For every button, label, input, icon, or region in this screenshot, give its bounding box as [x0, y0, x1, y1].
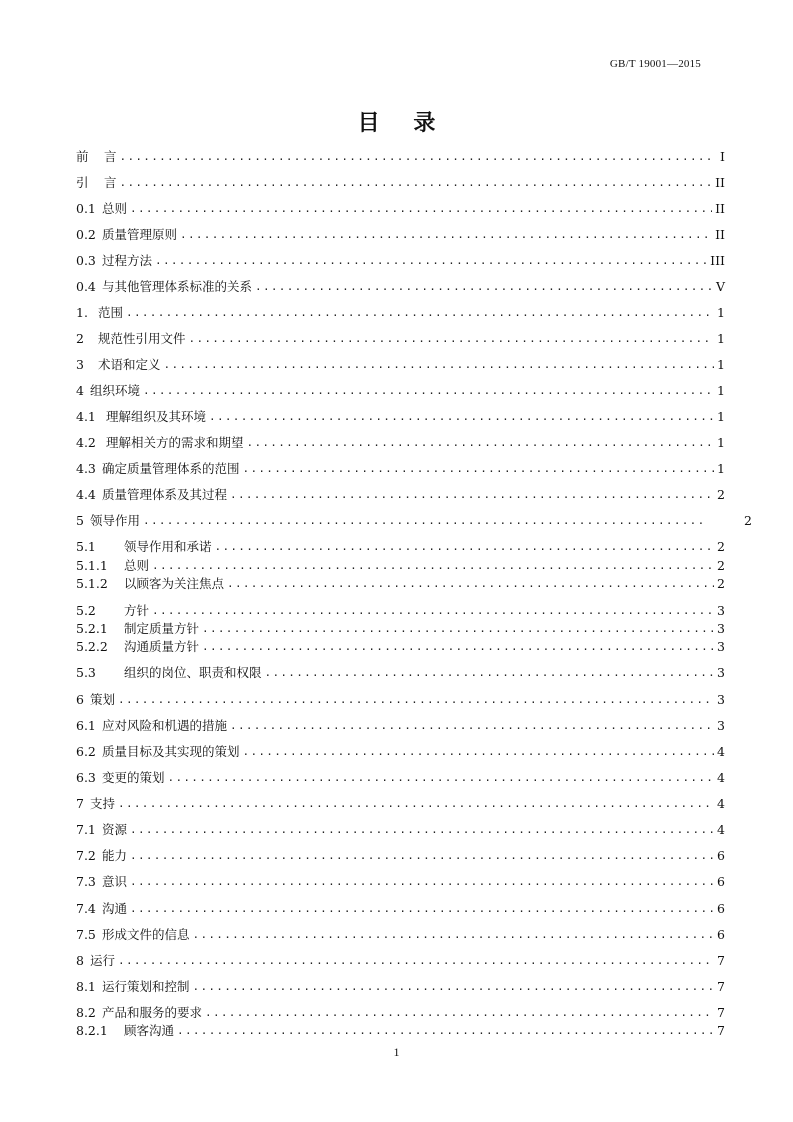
- toc-entry-number: 4: [76, 383, 84, 398]
- toc-entry-number: 6.2: [76, 744, 96, 759]
- toc-entry[interactable]: [76, 513, 752, 529]
- toc-entry-number: 7.1: [76, 822, 96, 837]
- toc-entry-page: 3: [717, 718, 725, 733]
- leader-dots: [130, 901, 714, 917]
- toc-entry-number: 1.: [76, 305, 88, 320]
- toc-entry-label: 应对风险和机遇的措施: [102, 718, 228, 733]
- toc-entry-number: 4.2: [76, 435, 96, 450]
- toc-entry[interactable]: [76, 979, 725, 995]
- toc-entry-page: 7: [717, 1023, 725, 1038]
- toc-entry-page: 1: [717, 435, 725, 450]
- toc-entry-number: 5.1: [76, 539, 96, 554]
- toc-entry[interactable]: [76, 253, 725, 269]
- toc-entry[interactable]: [76, 487, 725, 503]
- toc-entry-page: 1: [717, 357, 725, 372]
- toc-entry[interactable]: [76, 603, 725, 619]
- toc-entry-label: 领导作用: [90, 513, 141, 528]
- toc-entry-page: 2: [717, 558, 725, 573]
- toc-entry-number: 2: [76, 331, 84, 346]
- toc-entry-label: 策划: [90, 692, 116, 707]
- toc-entry-label: 过程方法: [102, 253, 153, 268]
- toc-entry-label: 范围: [98, 305, 124, 320]
- toc-entry[interactable]: [76, 770, 725, 786]
- leader-dots: [130, 874, 714, 890]
- leader-dots: [180, 227, 712, 243]
- leader-dots: [164, 357, 714, 373]
- toc-entry-label: 术语和定义: [98, 357, 161, 372]
- toc-entry[interactable]: [76, 692, 725, 708]
- toc-entry[interactable]: [76, 901, 725, 917]
- toc-entry-page: 6: [717, 848, 725, 863]
- toc-entry[interactable]: [76, 149, 725, 165]
- leader-dots: [193, 927, 714, 943]
- toc-entry[interactable]: [76, 874, 725, 890]
- leader-dots: [118, 692, 714, 708]
- toc-entry-number: 7.5: [76, 927, 96, 942]
- toc-entry-number: 7.2: [76, 848, 96, 863]
- toc-entry-label: 质量管理原则: [102, 227, 178, 242]
- leader-dots: [215, 539, 714, 555]
- toc-entry-number: 6.3: [76, 770, 96, 785]
- toc-entry-page: II: [715, 227, 725, 242]
- toc-entry-label: 言: [104, 175, 117, 190]
- toc-entry-page: 3: [717, 639, 725, 654]
- toc-entry-label: 领导作用和承诺: [124, 539, 212, 554]
- toc-entry-number: 0.2: [76, 227, 96, 242]
- leader-dots: [120, 149, 714, 165]
- toc-entry[interactable]: [76, 201, 725, 217]
- toc-entry-page: 1: [717, 383, 725, 398]
- leader-dots: [255, 279, 713, 295]
- toc-entry-label: 确定质量管理体系的范围: [102, 461, 240, 476]
- toc-entry-label: 理解组织及其环境: [106, 409, 207, 424]
- toc-entry-label: 组织的岗位、职责和权限: [124, 665, 262, 680]
- toc-entry-number: 5.2.2: [76, 639, 108, 654]
- toc-entry-label: 与其他管理体系标准的关系: [102, 279, 253, 294]
- toc-entry-page: 7: [717, 953, 725, 968]
- toc-entry[interactable]: [76, 227, 725, 243]
- toc-entry-page: 2: [717, 576, 725, 591]
- toc-entry-label: 以顾客为关注焦点: [124, 576, 225, 591]
- toc-entry-page: 6: [717, 901, 725, 916]
- toc-entry[interactable]: [76, 639, 725, 655]
- toc-entry-page: II: [715, 201, 725, 216]
- toc-entry[interactable]: [76, 665, 725, 681]
- toc-entry-label: 支持: [90, 796, 116, 811]
- toc-entry-label: 理解相关方的需求和期望: [106, 435, 244, 450]
- leader-dots: [168, 770, 714, 786]
- leader-dots: [120, 175, 713, 191]
- toc-entry-label: 沟通: [102, 901, 128, 916]
- toc-entry-number: 7.4: [76, 901, 96, 916]
- leader-dots: [126, 305, 714, 321]
- toc-entry-page: 1: [717, 409, 725, 424]
- toc-entry-page: 4: [717, 770, 725, 785]
- leader-dots: [193, 979, 714, 995]
- leader-dots: [155, 253, 707, 269]
- page-number: 1: [393, 1045, 400, 1059]
- toc-entry-page: 1: [717, 305, 725, 320]
- leader-dots: [202, 639, 714, 655]
- leader-dots: [247, 435, 714, 451]
- toc-entry-page: 1: [717, 331, 725, 346]
- leader-dots: [130, 848, 714, 864]
- toc-entry-page: II: [715, 175, 725, 190]
- leader-dots: [205, 1005, 714, 1021]
- leader-dots: [177, 1023, 714, 1039]
- toc-entry-page: 4: [717, 744, 725, 759]
- toc-entry-label: 运行: [90, 953, 116, 968]
- toc-entry-label: 资源: [102, 822, 128, 837]
- leader-dots: [209, 409, 714, 425]
- toc-entry-page: 4: [717, 796, 725, 811]
- toc-entry[interactable]: [76, 1023, 725, 1039]
- toc-entry[interactable]: [76, 953, 725, 969]
- leader-dots: [243, 461, 714, 477]
- toc-entry[interactable]: [76, 576, 725, 592]
- toc-entry-label: 质量目标及其实现的策划: [102, 744, 240, 759]
- toc-entry-page: 2: [717, 487, 725, 502]
- toc-entry-number: 5.3: [76, 665, 96, 680]
- toc-entry[interactable]: [76, 409, 725, 425]
- toc-entry-page: V: [715, 279, 725, 294]
- toc-entry-label: 变更的策划: [102, 770, 165, 785]
- toc-entry[interactable]: [76, 357, 725, 373]
- toc-entry-label: 意识: [102, 874, 128, 889]
- toc-entry-label: 方针: [124, 603, 150, 618]
- leader-dots: [243, 744, 714, 760]
- toc-entry-page: 7: [717, 979, 725, 994]
- toc-entry[interactable]: [76, 1005, 725, 1021]
- toc-entry-label: 制定质量方针: [124, 621, 200, 636]
- toc-entry-number: 4.1: [76, 409, 96, 424]
- toc-entry-page: 3: [717, 603, 725, 618]
- toc-entry-number: 5.2: [76, 603, 96, 618]
- leader-dots: [152, 558, 714, 574]
- toc-entry-number: 0.4: [76, 279, 96, 294]
- toc-entry[interactable]: [76, 279, 725, 295]
- toc-entry-number: 4.3: [76, 461, 96, 476]
- toc-entry-label: 顾客沟通: [124, 1023, 175, 1038]
- leader-dots: [143, 513, 702, 529]
- toc-entry[interactable]: [76, 718, 725, 734]
- toc-entry-page: 6: [717, 874, 725, 889]
- leader-dots: [227, 576, 714, 592]
- toc-entry-number: 前: [76, 149, 89, 164]
- toc-entry[interactable]: [76, 796, 725, 812]
- toc-entry-page: I: [720, 149, 725, 164]
- toc-entry-number: 7.3: [76, 874, 96, 889]
- toc-entry-number: 5.1.2: [76, 576, 108, 591]
- toc-entry-number: 引: [76, 175, 89, 190]
- toc-entry-number: 8: [76, 953, 84, 968]
- toc-entry[interactable]: [76, 744, 725, 760]
- toc-entry[interactable]: [76, 331, 725, 347]
- toc-entry-number: 5: [76, 513, 84, 528]
- toc-entry-page: 1: [717, 461, 725, 476]
- leader-dots: [118, 953, 714, 969]
- toc-entry[interactable]: [76, 305, 725, 321]
- leader-dots: [130, 201, 712, 217]
- leader-dots: [265, 665, 714, 681]
- toc-entry-page: 2: [717, 539, 725, 554]
- toc-entry-number: 8.2.1: [76, 1023, 108, 1038]
- leader-dots: [202, 621, 714, 637]
- leader-dots: [118, 796, 714, 812]
- leader-dots: [152, 603, 714, 619]
- leader-dots: [130, 822, 714, 838]
- toc-entry[interactable]: [76, 822, 725, 838]
- toc-entry-label: 质量管理体系及其过程: [102, 487, 228, 502]
- toc-entry-page: 6: [717, 927, 725, 942]
- toc-entry-page: 2: [744, 513, 752, 528]
- toc-entry-label: 运行策划和控制: [102, 979, 190, 994]
- toc-entry[interactable]: [76, 927, 725, 943]
- leader-dots: [189, 331, 714, 347]
- toc-entry-label: 总则: [102, 201, 128, 216]
- toc-entry[interactable]: [76, 383, 725, 399]
- leader-dots: [143, 383, 714, 399]
- toc-entry-page: 7: [717, 1005, 725, 1020]
- leader-dots: [230, 487, 714, 503]
- toc-entry[interactable]: [76, 435, 725, 451]
- toc-entry-page: 3: [717, 621, 725, 636]
- toc-entry-number: 4.4: [76, 487, 96, 502]
- toc-entry-label: 能力: [102, 848, 128, 863]
- toc-entry-label: 规范性引用文件: [98, 331, 186, 346]
- toc-entry-number: 3: [76, 357, 84, 372]
- toc-entry[interactable]: [76, 175, 725, 191]
- toc-entry-label: 形成文件的信息: [102, 927, 190, 942]
- toc-entry-number: 8.1: [76, 979, 96, 994]
- toc-entry-label: 言: [104, 149, 117, 164]
- toc-title: 目 录: [357, 110, 436, 136]
- toc-entry[interactable]: [76, 461, 725, 477]
- toc-entry-number: 5.1.1: [76, 558, 108, 573]
- toc-entry-number: 5.2.1: [76, 621, 108, 636]
- toc-entry-page: 3: [717, 692, 725, 707]
- toc-entry-label: 产品和服务的要求: [102, 1005, 203, 1020]
- toc-entry-label: 总则: [124, 558, 150, 573]
- toc-entry-number: 0.1: [76, 201, 96, 216]
- toc-entry-label: 沟通质量方针: [124, 639, 200, 654]
- toc-entry[interactable]: [76, 621, 725, 637]
- toc-entry-number: 6: [76, 692, 84, 707]
- toc-entry-page: 3: [717, 665, 725, 680]
- toc-entry-number: 6.1: [76, 718, 96, 733]
- toc-entry[interactable]: [76, 558, 725, 574]
- toc-entry-label: 组织环境: [90, 383, 141, 398]
- toc-entry-page: III: [710, 253, 725, 268]
- leader-dots: [230, 718, 714, 734]
- toc-entry-number: 7: [76, 796, 84, 811]
- toc-entry[interactable]: [76, 539, 725, 555]
- toc-entry-page: 4: [717, 822, 725, 837]
- standard-code: GB/T 19001—2015: [609, 58, 701, 70]
- toc-entry[interactable]: [76, 848, 725, 864]
- toc-entry-number: 8.2: [76, 1005, 96, 1020]
- toc-entry-number: 0.3: [76, 253, 96, 268]
